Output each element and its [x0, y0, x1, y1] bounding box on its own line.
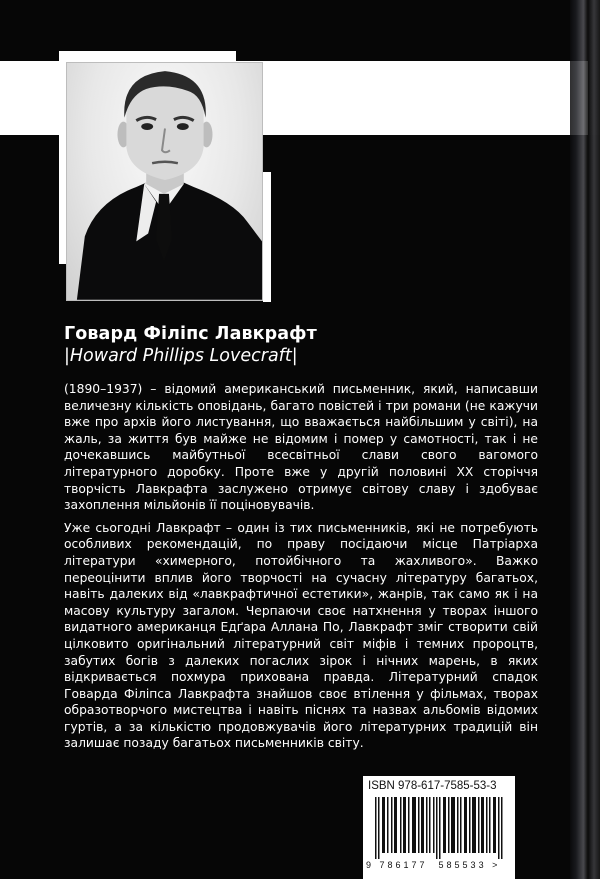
author-name-english: |Howard Phillips Lovecraft|: [64, 346, 298, 366]
photo-side-strip: [263, 172, 271, 302]
biography-paragraph-2: Уже сьогодні Лавкрафт – один із тих письменників, які не потребують особливих рекомендацій, по праву посідаючи місце Патріарха літератури «химерного, потойбічного та жахливого». Важко переоцінити вплив його творчості на сучасну літературу багатьох, навіть далеких від «лавкрафтичної естетики», жанрів, так само як і на масову культуру загалом. Черпаючи своє натхнення у творах іншого видатного американця Едґара Аллана По, Лавкрафт зміг створити свій цілковито оригінальний літературний світ міфів і темних пророцтв, забутих богів з далеких погаслих зірок і нічних марень, в яких відкривається похмура прихована правда. Літературний спадок Говарда Філіпса Лавкрафта знайшов своє втілення у фільмах, творах образотворчого мистецтва і навіть піснях та назвах альбомів відомих гуртів, а за кількістю продовжувачів його літературних традицій він залишає позаду багатьох письменників світу.: [64, 520, 538, 751]
isbn-barcode-box: [363, 776, 515, 879]
isbn-label: ISBN 978-617-7585-53-3: [368, 780, 497, 792]
barcode-icon: [375, 797, 507, 859]
author-portrait: [66, 62, 263, 301]
author-name-ukrainian: Говард Філіпс Лавкрафт: [64, 324, 317, 344]
portrait-illustration-icon: [67, 63, 262, 300]
author-title-block: [64, 324, 317, 366]
biography-paragraph-1: (1890–1937) – відомий американський письменник, який, написавши величезну кількість оповідань, багато повістей і три романи (не кажучи вже про архів його листування, що вважається найбільшим у світі), на жаль, за життя був майже не відомим і помер у самотності, так і не дочекавшись майбутньої всесвітньої слави свого вагомого літературного доробку. Проте вже у другій половині XX сторіччя творчість Лавкрафта заслужено отримує світову славу і здобуває захоплення мільйонів її поціновувачів.: [64, 382, 538, 513]
author-biography: [64, 381, 538, 758]
barcode-digits: 9 786177 585533 >: [366, 860, 501, 870]
spine-edge: [570, 0, 600, 879]
